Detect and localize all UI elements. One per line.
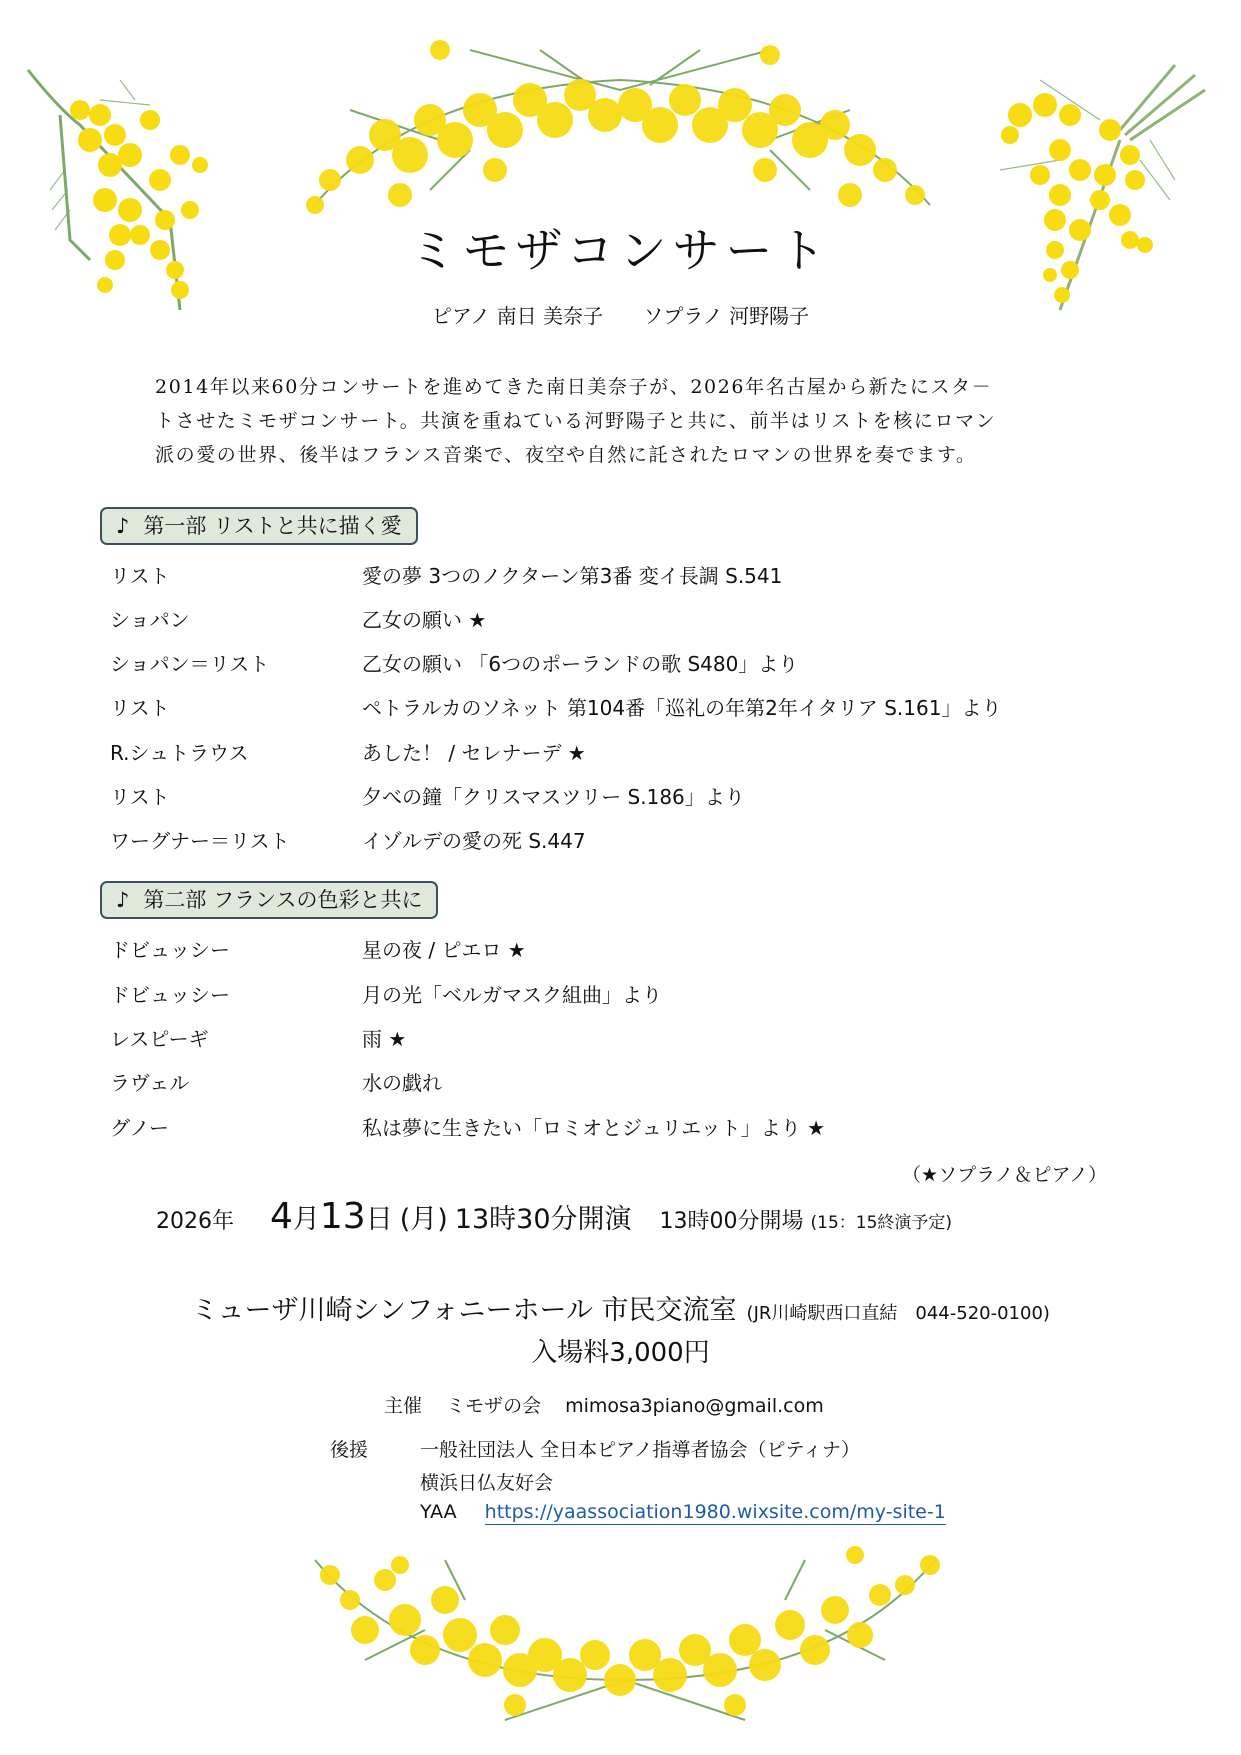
event-doors-time: 13時00分開場 — [659, 1209, 804, 1234]
venue-name: ミューザ川崎シンフォニーホール 市民交流室 — [191, 1295, 737, 1326]
composer: レスピーギ — [110, 1027, 209, 1051]
work: 愛の夢 3つのノクターン第3番 変イ長調 S.541 — [362, 564, 783, 588]
star-legend: （★ソプラノ＆ピアノ） — [902, 1164, 1107, 1186]
page-title: ミモザコンサート — [409, 224, 832, 279]
work: 私は夢に生きたい「ロミオとジュリエット」より ★ — [362, 1116, 826, 1140]
venue-access: (JR川崎駅西口直結 044-520-0100) — [746, 1303, 1050, 1324]
composer: ドビュッシー — [110, 983, 230, 1007]
section-header-part1 — [100, 507, 418, 545]
yaa-label: YAA — [420, 1501, 457, 1523]
section-title: 第二部 フランスの色彩と共に — [143, 888, 423, 912]
composer: ラヴェル — [110, 1071, 190, 1095]
music-note-icon: ♪ — [116, 888, 130, 912]
intro-line: 2014年以来60分コンサートを進めてきた南日美奈子が、2026年名古屋から新たにスタ－ — [155, 376, 993, 398]
intro-line: 派の愛の世界、後半はフランス音楽で、夜空や自然に託されたロマンの世界を奏でます。 — [155, 444, 977, 466]
venue — [0, 1288, 1241, 1327]
mimosa-garland-bottom-icon — [305, 1540, 945, 1730]
work: イゾルデの愛の死 S.447 — [362, 829, 586, 853]
admission-fee: 入場料3,000円 — [531, 1338, 710, 1368]
performer-piano: ピアノ 南日 美奈子 — [431, 304, 603, 328]
intro-paragraph — [155, 370, 1095, 472]
music-note-icon: ♪ — [116, 514, 130, 538]
day-unit: 日 — [365, 1204, 393, 1235]
support-label: 後援 — [330, 1439, 369, 1461]
event-month: 4 — [270, 1196, 293, 1237]
work: 星の夜 / ピエロ ★ — [362, 938, 526, 962]
event-weekday: (月) — [399, 1204, 448, 1235]
yaa-link[interactable]: https://yaassociation1980.wixsite.com/my-site-1 — [484, 1501, 946, 1523]
event-datetime — [156, 1196, 952, 1237]
composer: ワーグナー＝リスト — [110, 829, 290, 853]
event-end-time: (15：15終演予定) — [810, 1213, 953, 1233]
organizer — [384, 1391, 824, 1418]
composer: ドビュッシー — [110, 938, 230, 962]
intro-line: トさせたミモザコンサート。共演を重ねている河野陽子と共に、前半はリストを核にロマン — [155, 410, 997, 432]
performer-soprano: ソプラノ 河野陽子 — [643, 304, 810, 328]
composer: リスト — [110, 785, 170, 809]
mimosa-garland-top-icon — [290, 30, 950, 220]
work: 月の光「ベルガマスク組曲」より — [362, 983, 662, 1007]
composer: グノー — [110, 1116, 169, 1140]
work: 雨 ★ — [362, 1027, 407, 1051]
mimosa-branch-right-icon — [1000, 60, 1220, 320]
work: 夕べの鐘「クリスマスツリー S.186」より — [362, 785, 745, 809]
supporter-yaa — [420, 1501, 946, 1523]
event-start-time: 13時30分開演 — [454, 1204, 632, 1235]
supporter: 一般社団法人 全日本ピアノ指導者協会（ピティナ） — [420, 1439, 861, 1461]
work: あした！ / セレナーデ ★ — [362, 741, 586, 765]
mimosa-branch-left-icon — [20, 60, 230, 320]
performers — [0, 300, 1241, 329]
work: 水の戯れ — [362, 1071, 442, 1095]
organizer-label: 主催 — [384, 1395, 423, 1417]
composer: ショパン — [110, 608, 190, 632]
month-unit: 月 — [292, 1204, 320, 1235]
work: 乙女の願い ★ — [362, 608, 487, 632]
section-title: 第一部 リストと共に描く愛 — [143, 514, 402, 538]
composer: R.シュトラウス — [110, 741, 249, 765]
section-header-part2 — [100, 881, 438, 919]
event-day: 13 — [319, 1196, 366, 1237]
organizer-email: mimosa3piano@gmail.com — [565, 1395, 824, 1417]
composer: リスト — [110, 696, 170, 720]
event-year: 2026年 — [156, 1209, 234, 1234]
work: ペトラルカのソネット 第104番「巡礼の年第2年イタリア S.161」より — [362, 696, 1002, 720]
organizer-name: ミモザの会 — [446, 1395, 542, 1417]
supporter: 横浜日仏友好会 — [420, 1472, 554, 1494]
work: 乙女の願い 「6つのポーランドの歌 S480」より — [362, 652, 799, 676]
composer: リスト — [110, 564, 170, 588]
composer: ショパン＝リスト — [110, 652, 270, 676]
